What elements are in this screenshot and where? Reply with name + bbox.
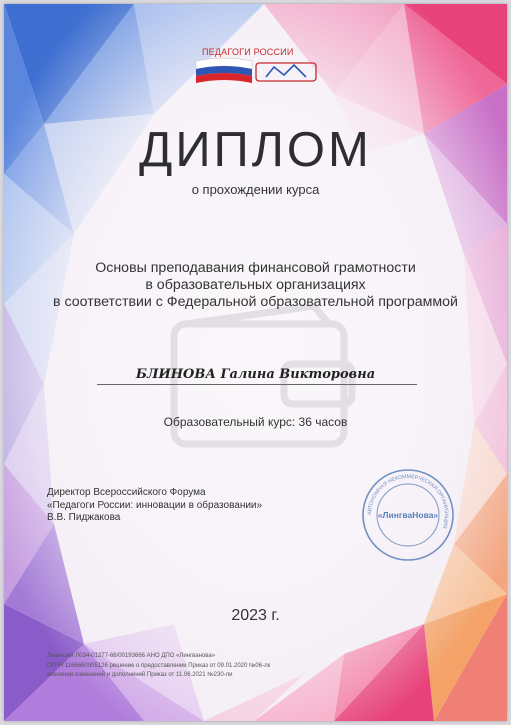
name-underline xyxy=(97,384,417,385)
recipient-name: БЛИНОВА Галина Викторовна xyxy=(135,367,376,382)
director-line-2: «Педагоги России: инновации в образовании» xyxy=(47,499,263,511)
logo-text: ПЕДАГОГИ РОССИИ xyxy=(202,47,294,57)
diploma-subtitle: о прохождении курса xyxy=(191,182,320,197)
director-line-3: В.В. Пиджакова xyxy=(47,512,121,523)
course-line-1: Основы преподавания финансовой грамотности xyxy=(95,260,416,276)
license-info xyxy=(47,652,270,681)
diploma-title: ДИПЛОМ xyxy=(139,123,372,177)
organization-stamp xyxy=(360,467,456,563)
license-line-3: внесении изменений и дополнений Приказ от 11.06.2021 №230-ли xyxy=(47,672,233,678)
director-line-1: Директор Всероссийского Форума xyxy=(47,487,206,498)
course-hours: Образовательный курс: 36 часов xyxy=(163,415,348,429)
course-title xyxy=(4,260,507,311)
stamp-center-text: «ЛингваНова» xyxy=(377,510,439,520)
director-block xyxy=(47,487,262,525)
course-line-2: в образовательных организациях xyxy=(145,277,366,293)
license-line-2: ОГРН 1166660005126 решение о предоставлении Приказ от 09.01.2020 №06-лк xyxy=(47,662,271,669)
diploma-sheet xyxy=(4,4,507,721)
diploma-year: 2023 г. xyxy=(231,607,280,624)
svg-text:АВТОНОМНАЯ НЕКОММЕРЧЕСКАЯ ОРГА xyxy=(367,474,449,529)
license-line-1: Лицензия Л034-01277-66/00193666 АНО ДПО «Лингванова» xyxy=(47,653,216,659)
course-line-3: в соответствии с Федеральной образовательной программой xyxy=(53,294,458,310)
stamp-ring-text: АВТОНОМНАЯ НЕКОММЕРЧЕСКАЯ ОРГАНИЗАЦИЯ xyxy=(366,473,450,530)
